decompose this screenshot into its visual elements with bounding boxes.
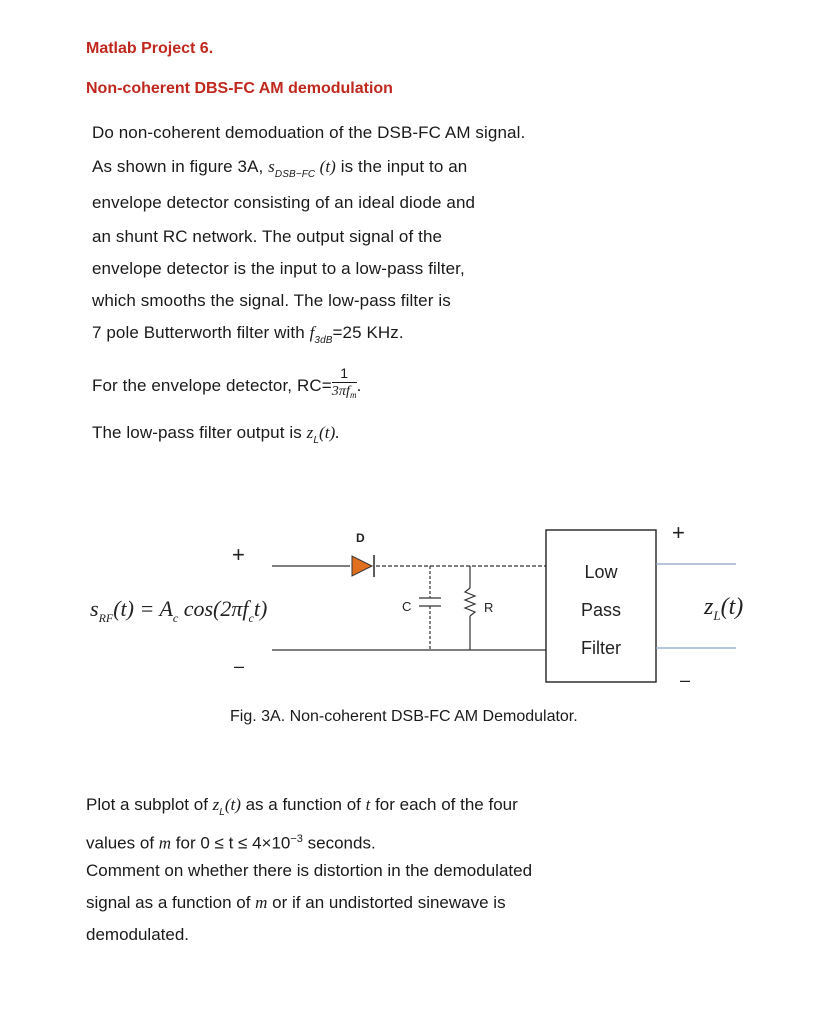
q2-text-a: values of <box>86 833 159 853</box>
q1-text-c: as a function of <box>240 795 366 814</box>
q1-zl-arg: (t) <box>224 795 241 814</box>
rc-denominator-sub: m <box>349 390 357 400</box>
demodulator-circuit-diagram <box>0 500 820 700</box>
input-signal-eq2: cos(2πf <box>178 596 249 621</box>
rc-formula-line <box>92 365 362 405</box>
output-minus-sign: – <box>680 670 691 690</box>
q2-text-c: seconds. <box>302 833 376 853</box>
intro-line-3: envelope detector consisting of an ideal diode and <box>92 193 476 212</box>
rc-denominator <box>332 383 357 401</box>
q4-text-b: or if an undistorted sinewave is <box>267 893 506 912</box>
input-plus-sign: + <box>232 542 245 567</box>
project-title: Matlab Project 6. <box>86 40 214 57</box>
input-signal-eq: (t) = A <box>113 596 173 621</box>
q2-exponent: −3 <box>290 833 303 845</box>
q1-text-a: Plot a subplot of <box>86 795 213 814</box>
intro-line-4: an shunt RC network. The output signal of the <box>92 227 443 246</box>
rc-fraction <box>332 364 357 401</box>
question-line-4 <box>86 892 506 914</box>
zl-symbol: z <box>306 423 314 442</box>
intro-line-5: envelope detector is the input to a low-pass filter, <box>92 259 465 278</box>
intro-line-6: which smooths the signal. The low-pass filter is <box>92 291 451 310</box>
f3db-subscript: 3dB <box>314 335 333 346</box>
resistor-label: R <box>484 600 494 615</box>
question-line-5: demodulated. <box>86 925 190 944</box>
rc-formula-end: . <box>356 375 362 395</box>
zl-arg: (t). <box>319 423 340 442</box>
output-signal-sub: L <box>713 608 721 623</box>
diode-icon <box>352 556 372 576</box>
intro-line-7-text-b: =25 KHz. <box>332 323 404 342</box>
diode-label: D <box>356 531 365 545</box>
question-line-2 <box>86 828 376 855</box>
input-signal-eq3: t) <box>253 596 268 621</box>
rc-denominator-text: 3πf <box>331 384 350 399</box>
output-signal-symbol: z <box>704 594 714 620</box>
input-signal-equation <box>90 596 267 625</box>
intro-line-1: Do non-coherent demoduation of the DSB-FC AM signal. <box>92 123 526 142</box>
q1-zl-subscript: L <box>219 807 225 818</box>
input-minus-sign: – <box>234 656 245 676</box>
resistor-zigzag <box>465 588 475 616</box>
lpf-output-text: The low-pass filter output is <box>92 423 307 442</box>
q1-t-symbol: t <box>365 795 371 814</box>
q1-text-d: for each of the four <box>370 795 518 814</box>
q2-m-symbol: m <box>158 833 172 853</box>
question-line-1 <box>86 794 518 819</box>
q2-text-b: for 0 ≤ t ≤ 4×10 <box>171 833 291 853</box>
output-signal-equation <box>703 594 743 623</box>
output-plus-sign: + <box>672 520 685 545</box>
input-signal-sub: RF <box>98 611 114 625</box>
lpf-output-line <box>92 422 340 447</box>
input-signal-symbol: s <box>90 596 99 621</box>
intro-line-7-text-a: 7 pole Butterworth filter with <box>92 323 310 342</box>
project-subtitle: Non-coherent DBS-FC AM demodulation <box>86 80 393 97</box>
intro-line-2-text-b: is the input to an <box>335 157 468 176</box>
dsbfc-arg: (t) <box>315 157 336 176</box>
rc-formula-text: For the envelope detector, RC= <box>92 375 332 395</box>
figure-caption: Fig. 3A. Non-coherent DSB-FC AM Demodulator. <box>230 708 578 725</box>
filter-label-filter: Filter <box>581 638 621 658</box>
filter-label-low: Low <box>584 562 618 582</box>
q4-text-a: signal as a function of <box>86 893 256 912</box>
q1-zl-symbol: z <box>212 795 220 814</box>
q4-m-symbol: m <box>255 893 268 912</box>
question-line-3: Comment on whether there is distortion in the demodulated <box>86 861 533 880</box>
dsbfc-subscript: DSB−FC <box>274 169 316 180</box>
f3db-symbol: f <box>309 323 315 342</box>
dsbfc-symbol: s <box>268 157 275 176</box>
capacitor-label: C <box>402 599 412 614</box>
input-signal-sub2: c <box>172 611 179 625</box>
output-signal-arg: (t) <box>720 594 744 620</box>
intro-line-2 <box>92 156 467 181</box>
circuit-wires <box>272 530 736 682</box>
filter-label-pass: Pass <box>580 600 622 620</box>
intro-line-2-text-a: As shown in figure 3A, <box>92 157 269 176</box>
intro-line-7 <box>92 322 404 347</box>
input-signal-sub3: c <box>248 611 254 625</box>
zl-subscript: L <box>313 435 320 446</box>
rc-numerator: 1 <box>332 364 357 383</box>
